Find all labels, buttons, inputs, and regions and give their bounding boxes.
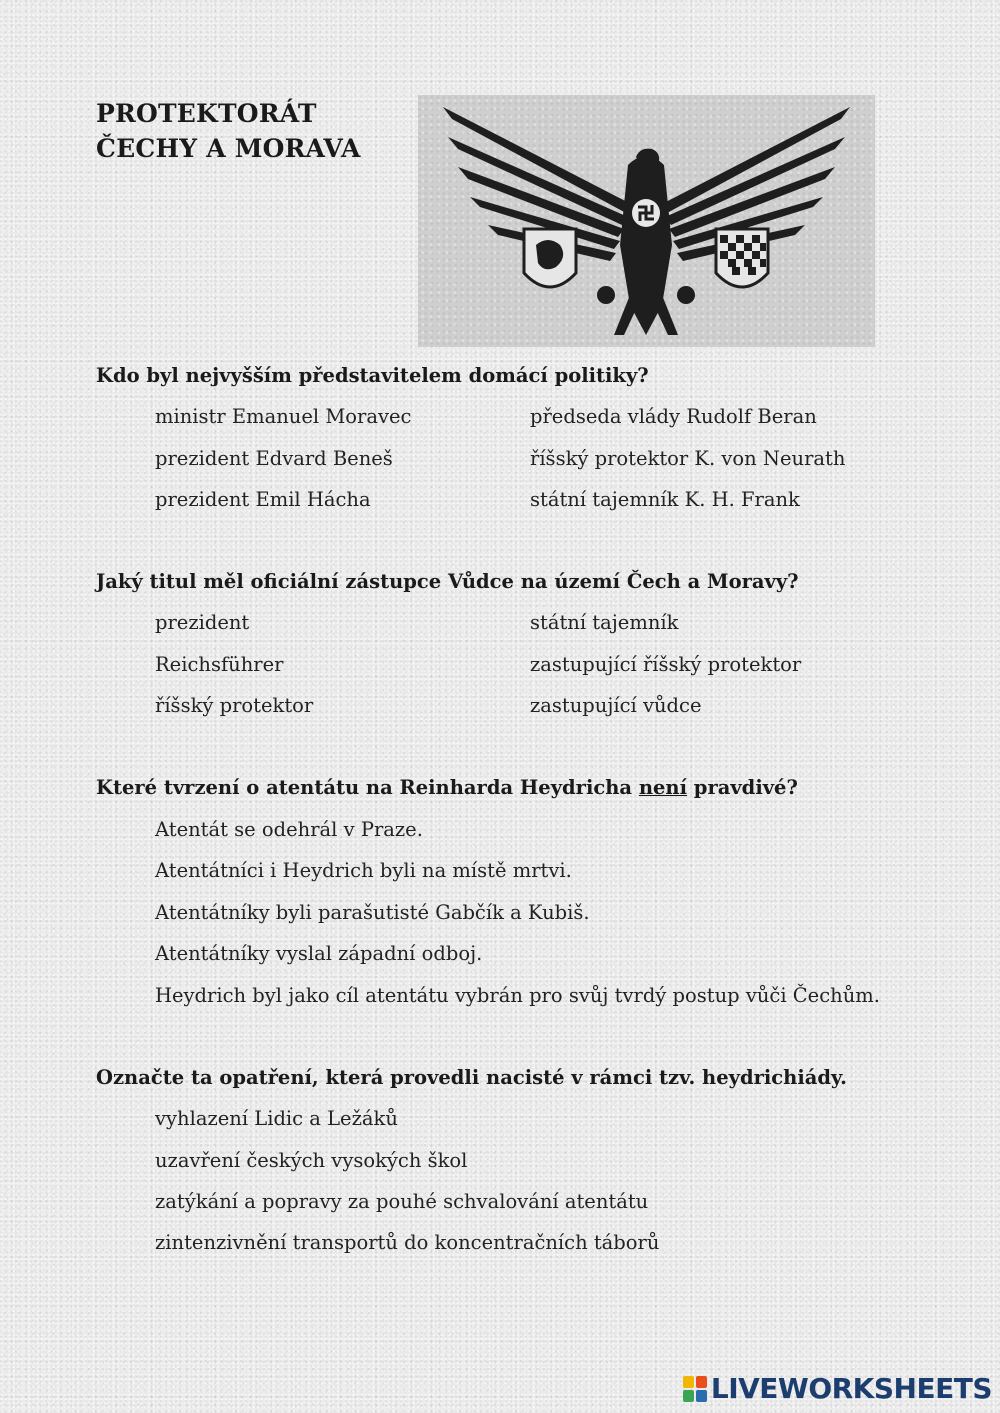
q4-option-3[interactable]: zatýkání a popravy za pouhé schvalování atentátu bbox=[155, 1190, 649, 1213]
q3-option-5[interactable]: Heydrich byl jako cíl atentátu vybrán pro svůj tvrdý postup vůči Čechům. bbox=[155, 984, 880, 1007]
q2-option-1[interactable]: prezident bbox=[155, 611, 250, 634]
question-1: Kdo byl nejvyšším představitelem domácí politiky? bbox=[96, 364, 649, 387]
q1-option-4[interactable]: říšský protektor K. von Neurath bbox=[530, 447, 846, 470]
q2-option-5[interactable]: říšský protektor bbox=[155, 694, 314, 717]
question-2: Jaký titul měl oficiální zástupce Vůdce na území Čech a Moravy? bbox=[96, 570, 799, 593]
q2-option-6[interactable]: zastupující vůdce bbox=[530, 694, 702, 717]
question-3-text-before: Které tvrzení o atentátu na Reinharda Heydricha bbox=[96, 776, 639, 799]
eagle-icon bbox=[418, 95, 875, 347]
title-line-2: ČECHY A MORAVA bbox=[96, 134, 361, 163]
protectorate-emblem-image bbox=[418, 95, 875, 347]
q3-option-3[interactable]: Atentátníky byli parašutisté Gabčík a Kubiš. bbox=[155, 901, 590, 924]
logo-squares-icon bbox=[683, 1376, 707, 1402]
logo-square bbox=[696, 1376, 707, 1388]
logo-square bbox=[683, 1376, 694, 1388]
question-3 bbox=[96, 775, 798, 801]
q3-option-4[interactable]: Atentátníky vyslal západní odboj. bbox=[155, 942, 483, 965]
page-title bbox=[96, 96, 361, 166]
liveworksheets-logo[interactable] bbox=[683, 1372, 992, 1405]
q4-option-4[interactable]: zintenzivnění transportů do koncentračních táborů bbox=[155, 1231, 660, 1254]
q2-option-4[interactable]: zastupující říšský protektor bbox=[530, 653, 802, 676]
q1-option-3[interactable]: prezident Edvard Beneš bbox=[155, 447, 393, 470]
q2-option-2[interactable]: státní tajemník bbox=[530, 611, 679, 634]
q1-option-1[interactable]: ministr Emanuel Moravec bbox=[155, 405, 412, 428]
q3-option-1[interactable]: Atentát se odehrál v Praze. bbox=[155, 818, 423, 841]
question-4: Označte ta opatření, která provedli nacisté v rámci tzv. heydrichiády. bbox=[96, 1066, 847, 1089]
logo-square bbox=[696, 1390, 707, 1402]
q1-option-2[interactable]: předseda vlády Rudolf Beran bbox=[530, 405, 817, 428]
question-3-underlined-word: není bbox=[638, 776, 688, 799]
title-line-1: PROTEKTORÁT bbox=[96, 99, 317, 128]
q4-option-2[interactable]: uzavření českých vysokých škol bbox=[155, 1149, 468, 1172]
q2-option-3[interactable]: Reichsführer bbox=[155, 653, 284, 676]
q4-option-1[interactable]: vyhlazení Lidic a Ležáků bbox=[155, 1107, 398, 1130]
logo-square bbox=[683, 1390, 694, 1402]
logo-text: LIVEWORKSHEETS bbox=[710, 1372, 992, 1405]
q1-option-6[interactable]: státní tajemník K. H. Frank bbox=[530, 488, 800, 511]
q3-option-2[interactable]: Atentátníci i Heydrich byli na místě mrtvi. bbox=[155, 859, 572, 882]
question-3-text-after: pravdivé? bbox=[687, 776, 798, 799]
q1-option-5[interactable]: prezident Emil Hácha bbox=[155, 488, 371, 511]
